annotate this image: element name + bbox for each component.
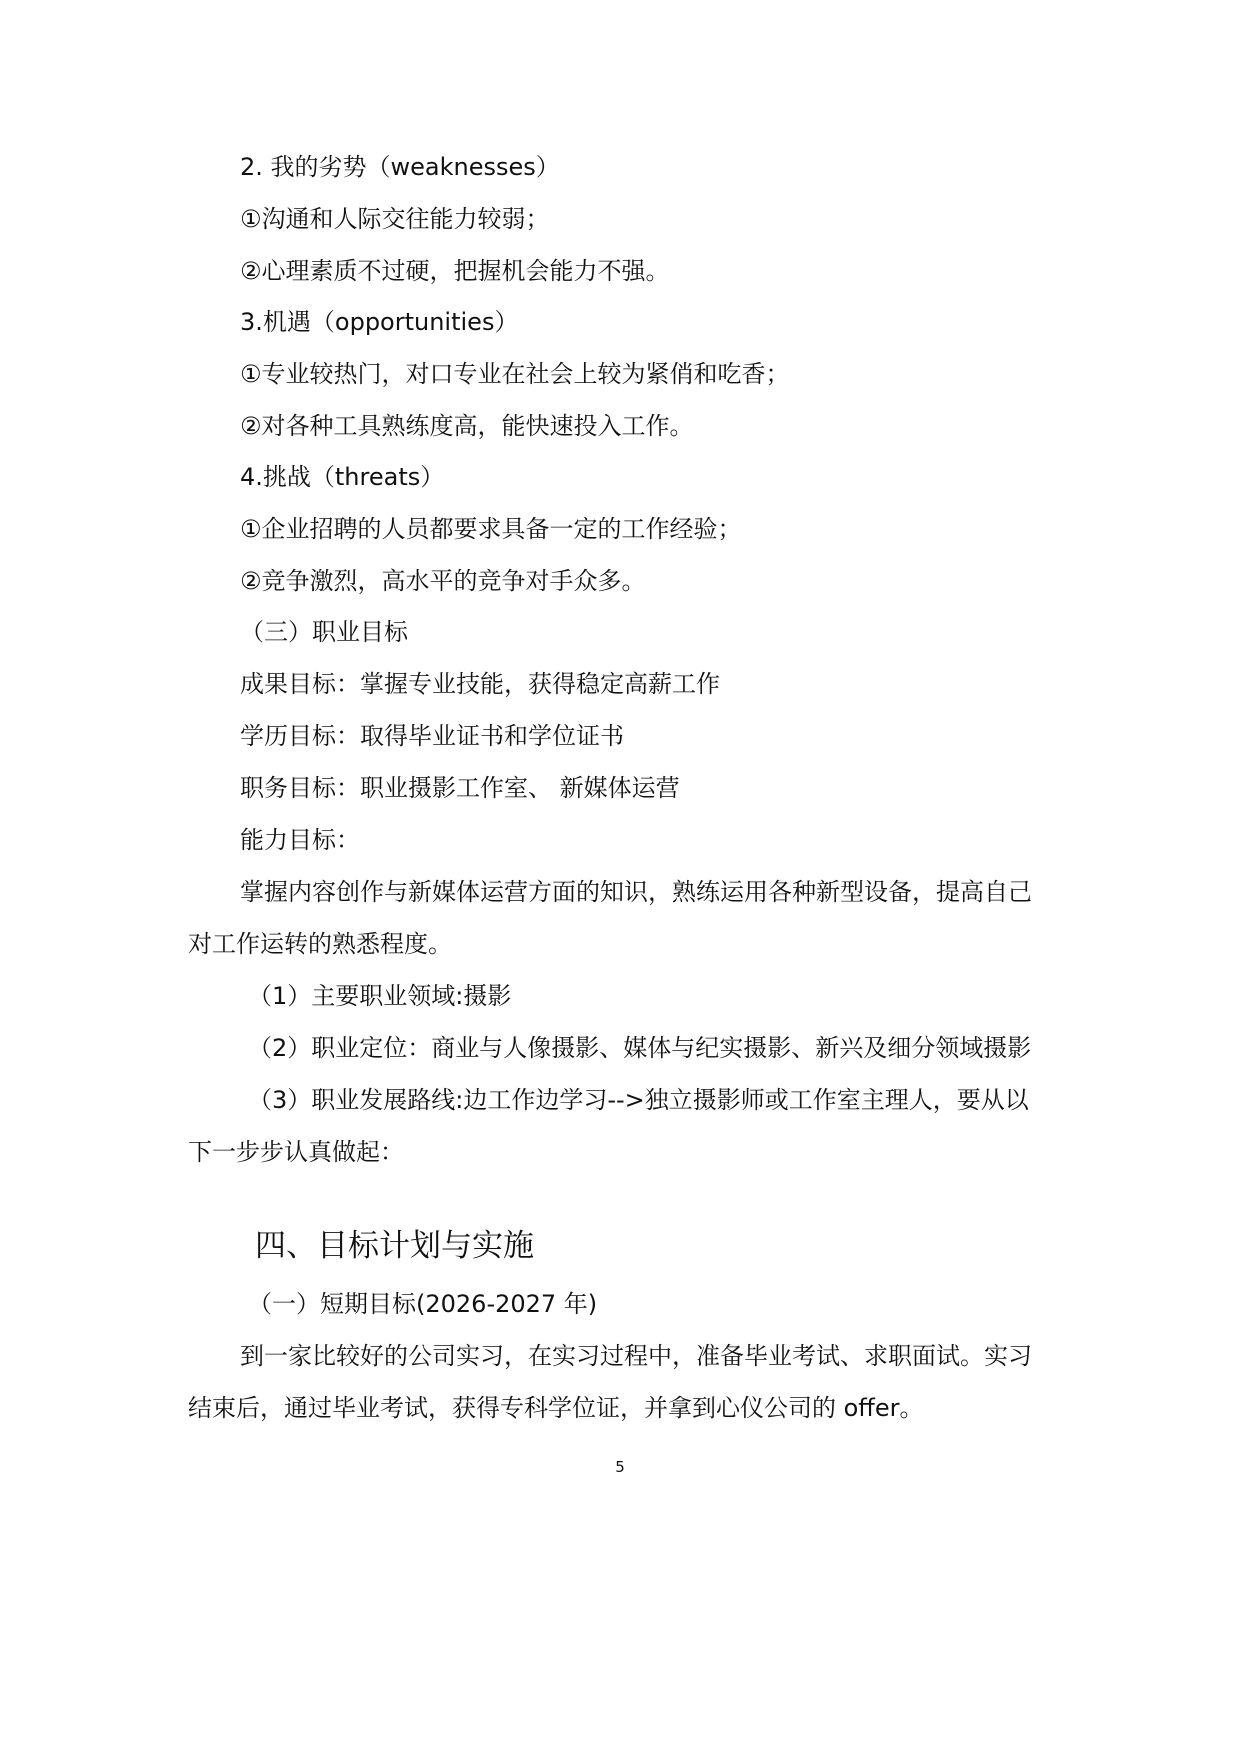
ability-goal-text-line-2: 对工作运转的熟悉程度。 (188, 930, 452, 958)
opportunities-heading: 3.机遇（opportunities） (240, 308, 519, 336)
career-goals-heading: （三）职业目标 (240, 618, 408, 646)
section-heading: 四、目标计划与实施 (255, 1228, 534, 1264)
short-term-goal-text-line-2: 结束后，通过毕业考试，获得专科学位证，并拿到心仪公司的 offer。 (188, 1394, 924, 1422)
weakness-item-1: ①沟通和人际交往能力较弱； (240, 205, 550, 233)
opportunity-item-2: ②对各种工具熟练度高，能快速投入工作。 (240, 412, 694, 440)
short-term-goal-text-line-1: 到一家比较好的公司实习，在实习过程中，准备毕业考试、求职面试。实习 (240, 1342, 1032, 1370)
short-term-goal-heading: （一）短期目标(2026-2027 年) (248, 1290, 598, 1318)
opportunity-item-1: ①专业较热门，对口专业在社会上较为紧俏和吃香； (240, 360, 790, 388)
threat-item-1: ①企业招聘的人员都要求具备一定的工作经验； (240, 515, 742, 543)
career-positioning: （2）职业定位：商业与人像摄影、媒体与纪实摄影、新兴及细分领域摄影 (248, 1034, 1032, 1062)
education-goal: 学历目标：取得毕业证书和学位证书 (240, 722, 624, 750)
career-field: （1）主要职业领域:摄影 (248, 982, 512, 1010)
weaknesses-heading: 2. 我的劣势（weaknesses） (240, 153, 560, 181)
career-path-line-1: （3）职业发展路线:边工作边学习-->独立摄影师或工作室主理人，要从以 (248, 1086, 1029, 1114)
position-goal: 职务目标：职业摄影工作室、 新媒体运营 (240, 774, 680, 802)
weakness-item-2: ②心理素质不过硬，把握机会能力不强。 (240, 257, 670, 285)
page-number: 5 (615, 1458, 625, 1476)
ability-goal-label: 能力目标： (240, 826, 360, 854)
career-path-line-2: 下一步步认真做起： (188, 1138, 404, 1166)
ability-goal-text-line-1: 掌握内容创作与新媒体运营方面的知识，熟练运用各种新型设备，提高自己 (240, 878, 1032, 906)
threat-item-2: ②竞争激烈，高水平的竞争对手众多。 (240, 567, 646, 595)
threats-heading: 4.挑战（threats） (240, 463, 445, 491)
outcome-goal: 成果目标：掌握专业技能，获得稳定高薪工作 (240, 670, 720, 698)
